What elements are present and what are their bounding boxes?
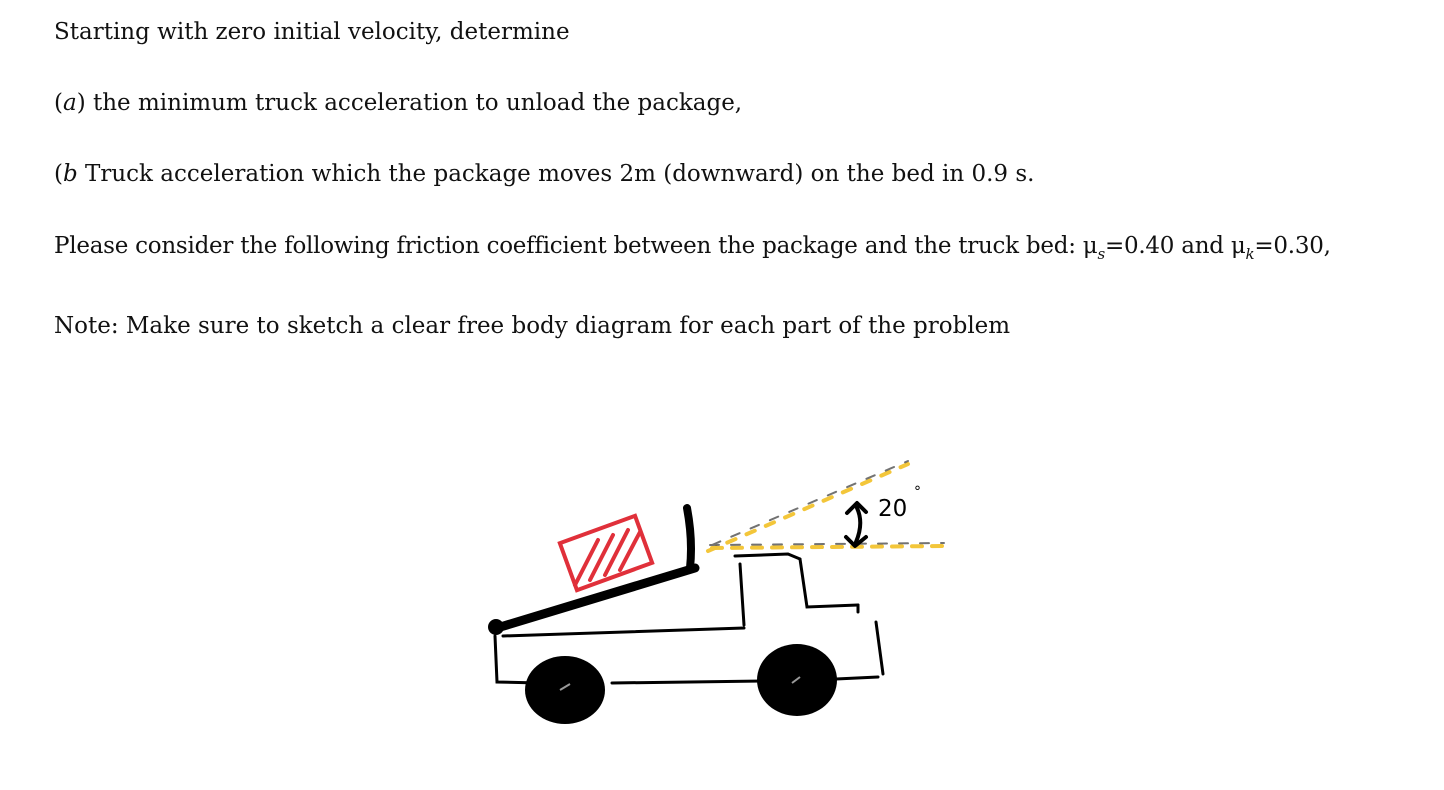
- note-text: Note: Make sure to sketch a clear free body diagram for each part of the problem: [54, 313, 1011, 339]
- degree-mark: °: [914, 484, 921, 500]
- problem-part-b: (b Truck acceleration which the package moves 2m (downward) on the bed in 0.9 s.: [54, 161, 1035, 187]
- mu-s-subscript: s: [1097, 245, 1105, 263]
- part-a-letter: a: [62, 90, 77, 116]
- rear-wheel: [525, 656, 605, 724]
- angle-arrow-icon: [846, 503, 866, 546]
- intro-text: Starting with zero initial velocity, determine: [54, 19, 570, 45]
- horizontal-reference-dashes: [712, 546, 944, 548]
- mu-s-symbol: μ: [1082, 233, 1098, 259]
- friction-text: Please consider the following friction coefficient between the package and the truck bed:: [54, 233, 1083, 259]
- problem-part-a: (a) the minimum truck acceleration to unload the package,: [54, 90, 743, 116]
- part-a-text: ) the minimum truck acceleration to unload the package,: [76, 90, 743, 116]
- package-box: [560, 516, 652, 590]
- package-hatching: [575, 530, 640, 585]
- part-b-letter: b: [62, 161, 78, 187]
- mu-k-subscript: k: [1245, 245, 1255, 263]
- and-text: and: [1174, 233, 1231, 259]
- dash-outlines: [710, 461, 944, 545]
- part-b-text: Truck acceleration which the package moves 2m (downward) on the bed in 0.9 s.: [77, 161, 1035, 187]
- truck-bed: [488, 508, 695, 635]
- mu-k-symbol: μ: [1230, 233, 1246, 259]
- front-wheel: [757, 644, 837, 716]
- mu-s-value: =0.40: [1104, 233, 1175, 259]
- mu-k-value: =0.30,: [1254, 233, 1331, 259]
- angle-label: 20: [878, 496, 908, 522]
